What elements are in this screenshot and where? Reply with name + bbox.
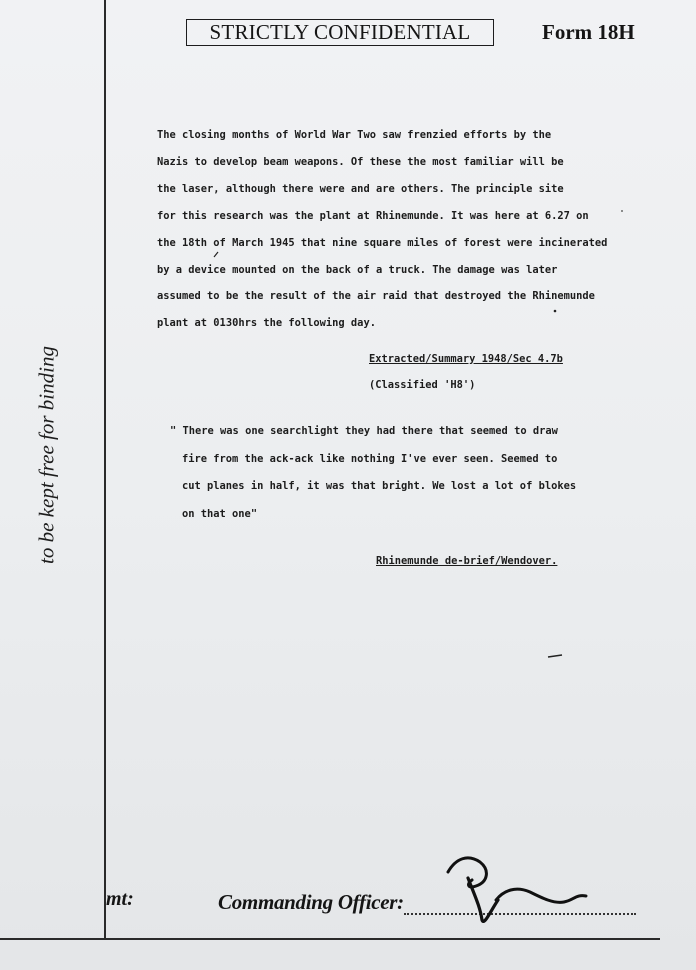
citation-classification: (Classified 'H8') xyxy=(369,379,476,391)
quote-line: " There was one searchlight they had there that seemed to draw xyxy=(170,425,558,437)
paragraph-line: by a device mounted on the back of a truck. The damage was later xyxy=(157,263,558,276)
paragraph-line: The closing months of World War Two saw frenzied efforts by the xyxy=(157,129,552,141)
quote-attribution: Rhinemunde de-brief/Wendover. xyxy=(376,555,558,567)
commanding-officer-label: Commanding Officer: xyxy=(218,890,404,914)
paragraph-line: the laser, although there were and are others. The principle site xyxy=(157,182,564,195)
form-number: Form 18H xyxy=(542,20,635,44)
paragraph-line: plant at 0130hrs the following day. xyxy=(157,317,376,330)
citation-source: Extracted/Summary 1948/Sec 4.7b xyxy=(369,353,563,365)
paragraph-line: the 18th of March 1945 that nine square miles of forest were incinerated xyxy=(157,236,608,249)
paragraph-line: for this research was the plant at Rhinemunde. It was here at 6.27 on xyxy=(157,209,589,222)
quote-line: fire from the ack-ack like nothing I've ever seen. Seemed to xyxy=(182,452,558,465)
paragraph-line: assumed to be the result of the air raid that destroyed the Rhinemunde xyxy=(157,290,595,303)
mt-label: mt: xyxy=(106,888,134,910)
quote-line: cut planes in half, it was that bright. We lost a lot of blokes xyxy=(182,480,577,492)
quote-line: on that one" xyxy=(182,507,258,520)
binding-note: to be kept free for binding xyxy=(34,346,59,564)
paragraph-line: Nazis to develop beam weapons. Of these the most familiar will be xyxy=(157,155,564,168)
classification-stamp: STRICTLY CONFIDENTIAL xyxy=(186,19,494,46)
